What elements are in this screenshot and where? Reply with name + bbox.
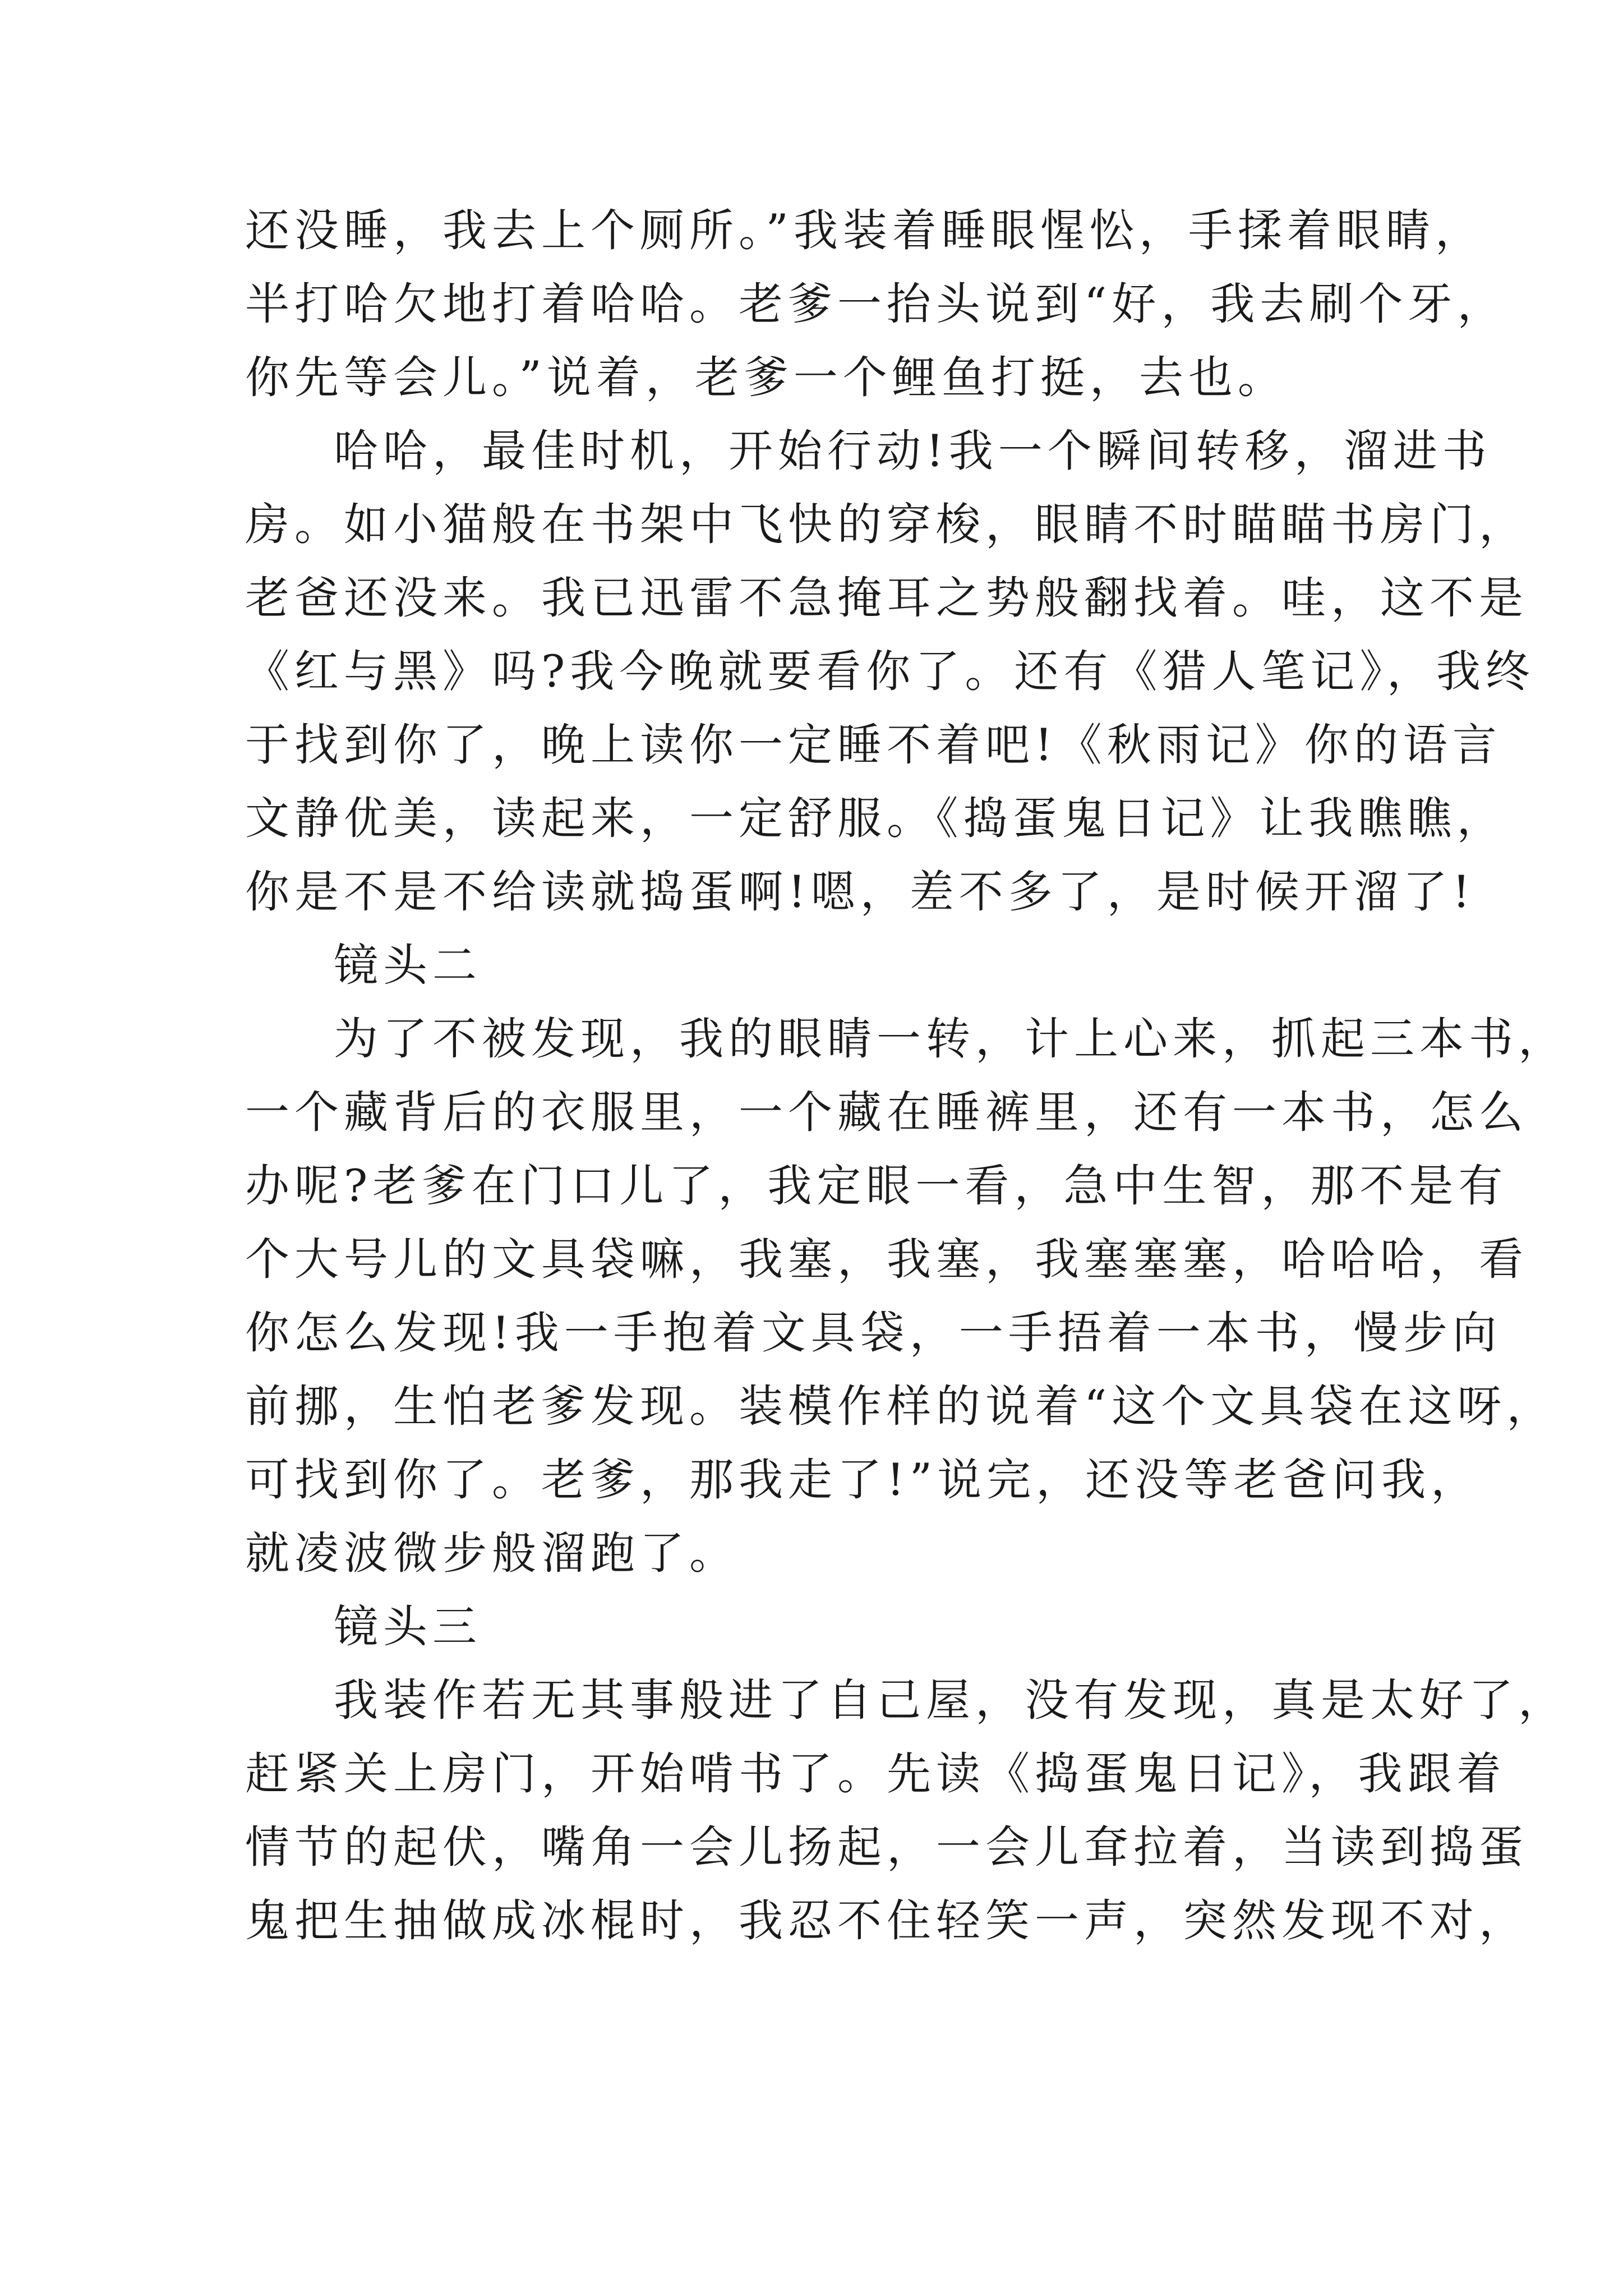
text-line: 文静优美，读起来，一定舒服。《捣蛋鬼日记》让我瞧瞧， bbox=[245, 793, 1506, 844]
text-line: 还没睡，我去上个厕所。”我装着睡眼惺忪，手揉着眼睛， bbox=[245, 205, 1484, 256]
text-line: 半打哈欠地打着哈哈。老爹一抬头说到“好，我去刷个牙， bbox=[245, 278, 1507, 330]
text-line: 《红与黑》吗?我今晚就要看你了。还有《猎人笔记》，我终 bbox=[245, 646, 1535, 697]
text-line: 就凌波微步般溜跑了。 bbox=[245, 1527, 739, 1579]
paragraph-first-line: 我装作若无其事般进了自己屋，没有发现，真是太好了， bbox=[334, 1674, 1567, 1726]
text-line: 你怎么发现!我一手抱着文具袋，一手捂着一本书，慢步向 bbox=[245, 1307, 1502, 1359]
text-line: 房。如小猫般在书架中飞快的穿梭，眼睛不时瞄瞄书房门， bbox=[245, 499, 1528, 550]
text-line: 你是不是不给读就捣蛋啊!嗯，差不多了，是时候开溜了! bbox=[245, 866, 1476, 918]
text-line: 个大号儿的文具袋嘛，我塞，我塞，我塞塞塞，哈哈哈，看 bbox=[245, 1234, 1528, 1285]
body-text bbox=[245, 194, 1567, 1958]
text-line: 鬼把生抽做成冰棍时，我忍不住轻笑一声，突然发现不对， bbox=[245, 1895, 1528, 1947]
text-line: 办呢?老爹在门口儿了，我定眼一看，急中生智，那不是有 bbox=[245, 1160, 1508, 1212]
text-line: 前挪，生怕老爹发现。装模作样的说着“这个文具袋在这呀， bbox=[245, 1381, 1556, 1432]
text-line: 老爸还没来。我已迅雷不急掩耳之势般翻找着。哇，这不是 bbox=[245, 572, 1528, 624]
paragraph-first-line: 哈哈，最佳时机，开始行动!我一个瞬间转移，溜进书 bbox=[334, 425, 1492, 477]
text-line: 你先等会儿。”说着，老爹一个鲤鱼打挺，去也。 bbox=[245, 352, 1287, 403]
text-line: 一个藏背后的衣服里，一个藏在睡裤里，还有一本书，怎么 bbox=[245, 1087, 1528, 1138]
paragraph-first-line: 为了不被发现，我的眼睛一转，计上心来，抓起三本书， bbox=[334, 1013, 1567, 1065]
text-line: 情节的起伏，嘴角一会儿扬起，一会儿耷拉着，当读到捣蛋 bbox=[245, 1821, 1528, 1873]
text-line: 可找到你了。老爹，那我走了!”说完，还没等老爸问我， bbox=[245, 1454, 1481, 1506]
text-line: 于找到你了，晚上读你一定睡不着吧!《秋雨记》你的语言 bbox=[245, 719, 1502, 771]
section-heading: 镜头二 bbox=[334, 940, 482, 991]
section-heading: 镜头三 bbox=[334, 1601, 482, 1653]
text-line: 赶紧关上房门，开始啃书了。先读《捣蛋鬼日记》，我跟着 bbox=[245, 1748, 1506, 1800]
